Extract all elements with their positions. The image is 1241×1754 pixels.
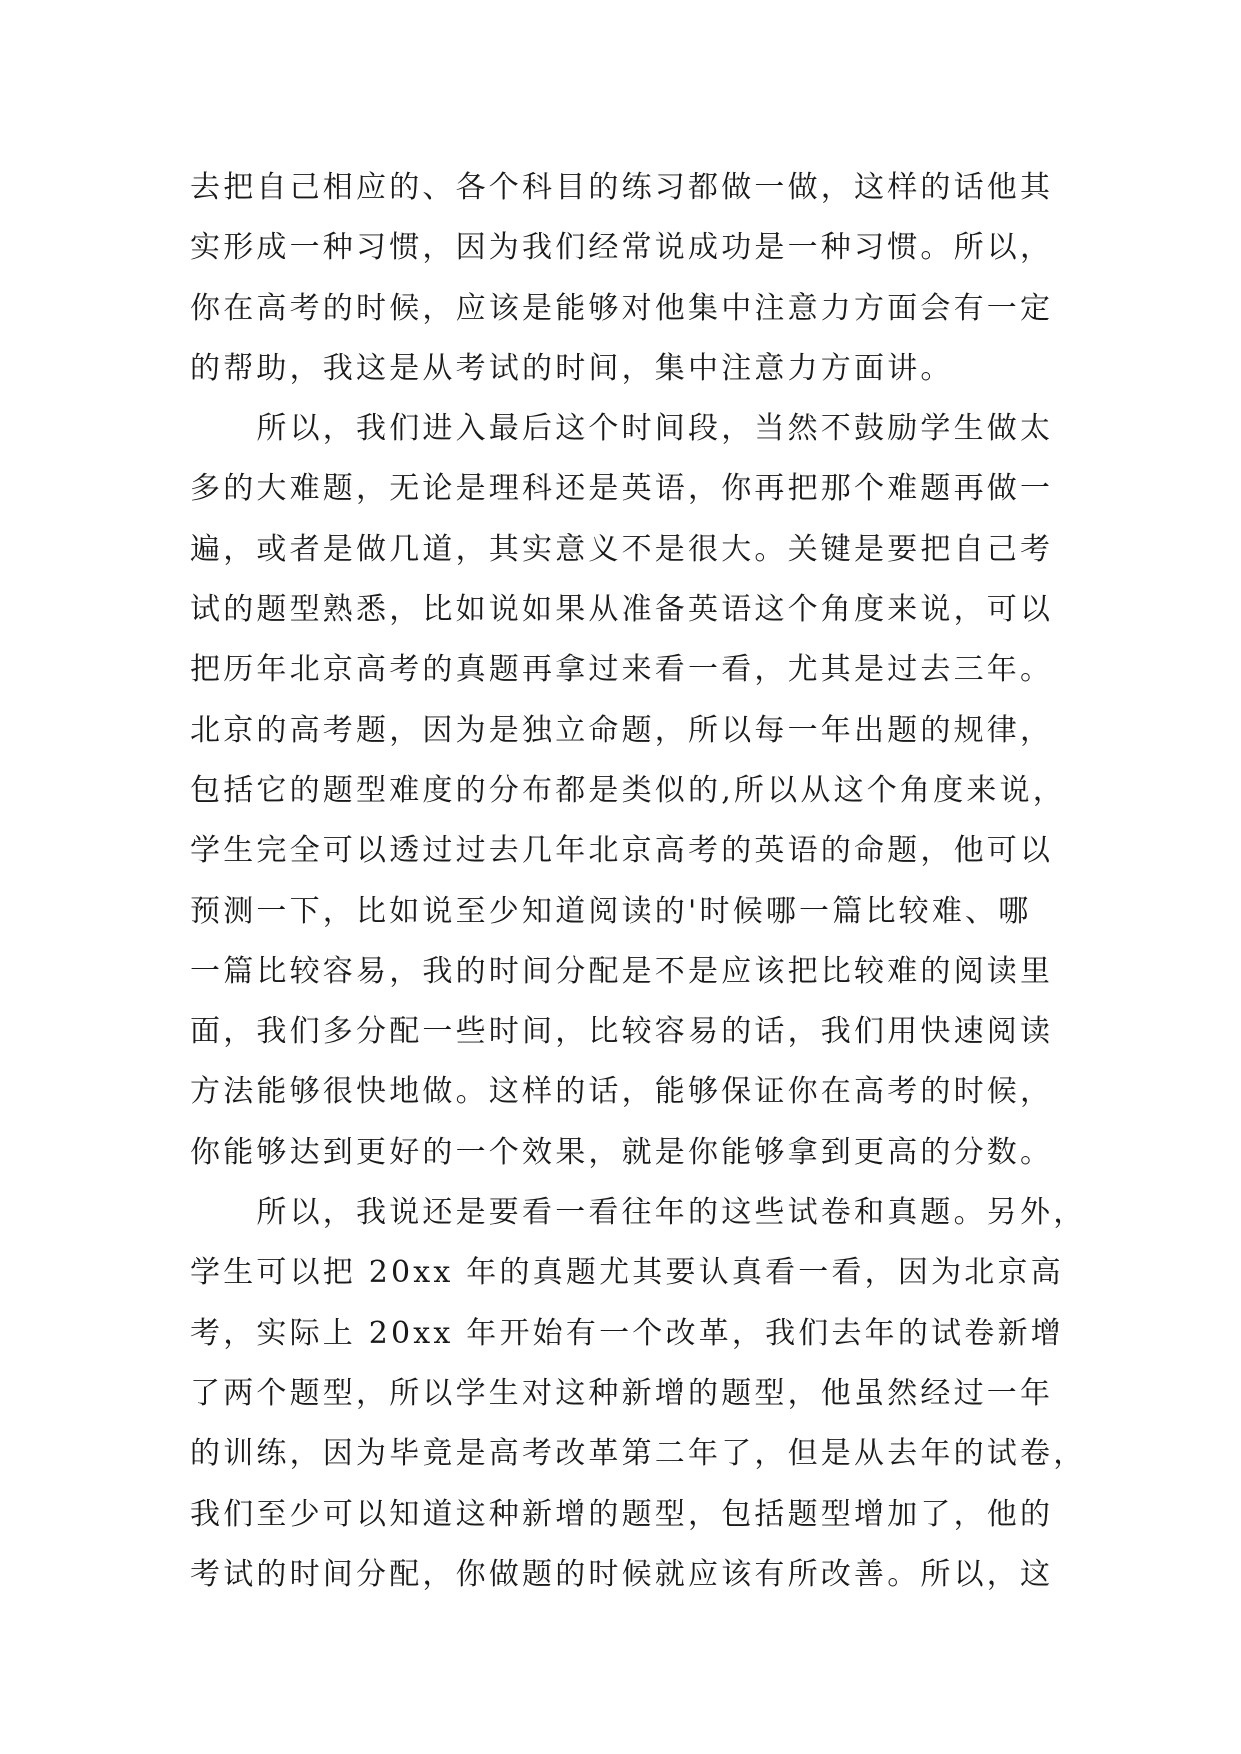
text-line: 面，我们多分配一些时间，比较容易的话，我们用快速阅读 [190,1014,1054,1050]
text-line: 你在高考的时候，应该是能够对他集中注意力方面会有一定 [190,290,1054,326]
text-line: 考试的时间分配，你做题的时候就应该有所改善。所以，这 [190,1556,1054,1592]
body-text [190,158,1087,1605]
paragraph-start-line: 所以，我们进入最后这个时间段，当然不鼓励学生做太 [190,411,1054,447]
text-line: 我们至少可以知道这种新增的题型，包括题型增加了，他的 [190,1496,1054,1532]
text-line: 试的题型熟悉，比如说如果从准备英语这个角度来说，可以 [190,592,1054,628]
text-line: 去把自己相应的、各个科目的练习都做一做，这样的话他其 [190,170,1054,205]
text-line: 包括它的题型难度的分布都是类似的,所以从这个角度来说， [190,772,1066,808]
text-line: 预测一下，比如说至少知道阅读的'时候哪一篇比较难、哪 [190,893,1032,929]
text-line: 实形成一种习惯，因为我们经常说成功是一种习惯。所以， [190,230,1054,266]
text-line: 方法能够很快地做。这样的话，能够保证你在高考的时候， [190,1074,1054,1110]
text-line: 把历年北京高考的真题再拿过来看一看，尤其是过去三年。 [190,652,1054,688]
text-line: 考，实际上 20xx 年开始有一个改革，我们去年的试卷新增 [190,1315,1064,1351]
text-line: 多的大难题，无论是理科还是英语，你再把那个难题再做一 [190,471,1054,507]
paragraph-start-line: 所以，我说还是要看一看往年的这些试卷和真题。另外， [190,1195,1087,1231]
text-line: 北京的高考题，因为是独立命题，所以每一年出题的规律， [190,712,1054,748]
text-line: 了两个题型，所以学生对这种新增的题型，他虽然经过一年 [190,1375,1054,1411]
text-line: 学生完全可以透过过去几年北京高考的英语的命题，他可以 [190,833,1054,869]
text-line: 学生可以把 20xx 年的真题尤其要认真看一看，因为北京高 [190,1255,1064,1291]
text-line: 的训练，因为毕竟是高考改革第二年了，但是从去年的试卷， [190,1436,1087,1472]
text-line: 你能够达到更好的一个效果，就是你能够拿到更高的分数。 [190,1134,1054,1170]
text-line: 遍，或者是做几道，其实意义不是很大。关键是要把自己考 [190,531,1054,567]
text-line: 的帮助，我这是从考试的时间，集中注意力方面讲。 [190,350,954,386]
text-line: 一篇比较容易，我的时间分配是不是应该把比较难的阅读里 [190,953,1054,989]
